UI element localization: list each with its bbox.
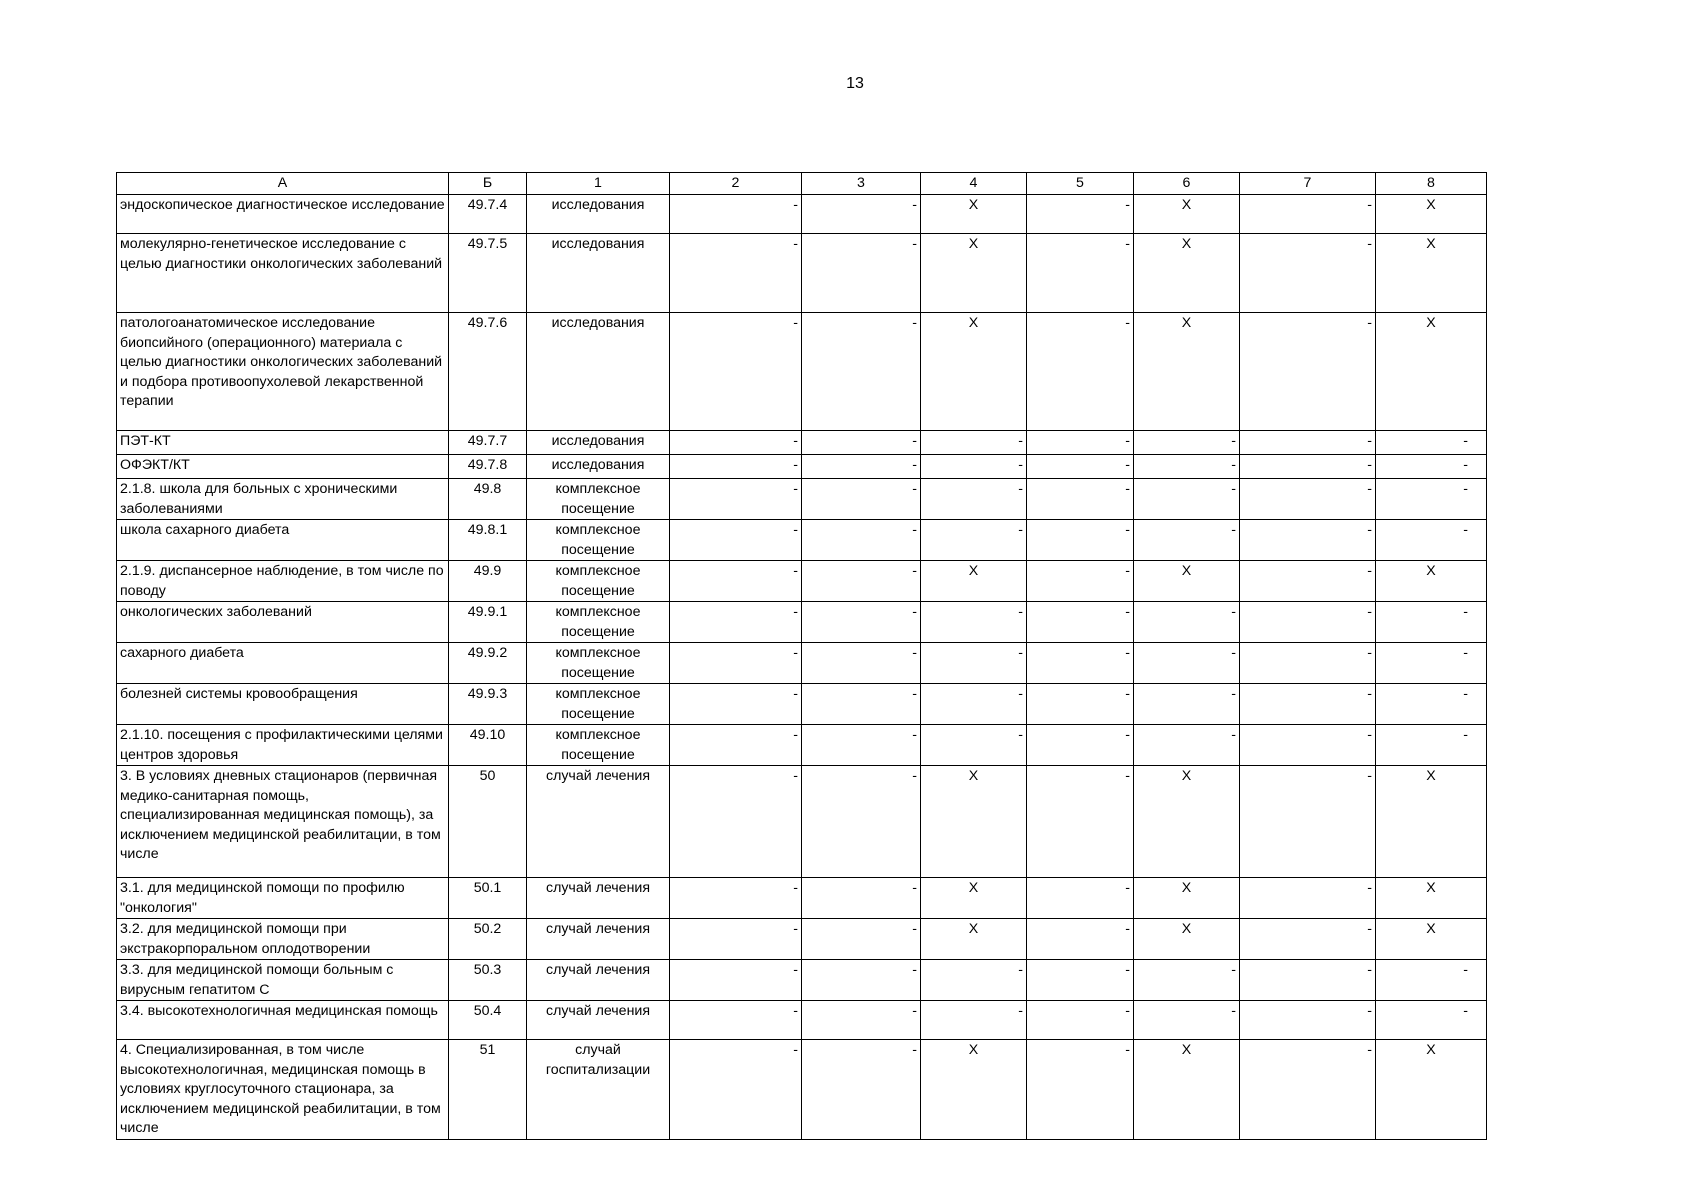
row-name-cell: 3.4. высокотехнологичная медицинская помощь — [117, 1001, 449, 1040]
table-row — [117, 431, 1487, 455]
row-value-cell: - — [1240, 479, 1376, 520]
row-value-cell: - — [1376, 479, 1487, 520]
row-value-cell: - — [670, 684, 802, 725]
row-value-cell: - — [1027, 766, 1134, 878]
row-value-cell: Х — [1134, 878, 1240, 919]
row-value-cell: - — [1027, 1001, 1134, 1040]
table-row — [117, 313, 1487, 431]
table-row — [117, 1040, 1487, 1140]
row-value-cell: - — [1027, 520, 1134, 561]
row-value-cell: - — [1027, 1040, 1134, 1140]
row-value-cell: - — [670, 919, 802, 960]
table-row — [117, 520, 1487, 561]
row-code-cell: 50.4 — [449, 1001, 527, 1040]
row-value-cell: - — [921, 725, 1027, 766]
table-row — [117, 684, 1487, 725]
row-value-cell: - — [670, 195, 802, 234]
row-name-cell: школа сахарного диабета — [117, 520, 449, 561]
row-value-cell: - — [1240, 725, 1376, 766]
row-value-cell: - — [921, 960, 1027, 1001]
row-value-cell: - — [1134, 684, 1240, 725]
row-value-cell: Х — [1134, 195, 1240, 234]
row-name-cell: 2.1.8. школа для больных с хроническими заболеваниями — [117, 479, 449, 520]
row-value-cell: - — [1027, 602, 1134, 643]
row-name-cell: сахарного диабета — [117, 643, 449, 684]
row-unit-cell: комплексное посещение — [527, 602, 670, 643]
row-value-cell: - — [1027, 195, 1134, 234]
row-name-cell: 4. Специализированная, в том числе высокотехнологичная, медицинская помощь в условиях круглосуточного стационара, за исключением медицинской реабилитации, в том числе — [117, 1040, 449, 1140]
row-value-cell: - — [1240, 455, 1376, 479]
row-value-cell: - — [1027, 684, 1134, 725]
row-unit-cell: случай лечения — [527, 766, 670, 878]
row-value-cell: - — [1376, 455, 1487, 479]
row-value-cell: - — [1240, 602, 1376, 643]
row-value-cell: - — [1027, 878, 1134, 919]
data-table — [116, 172, 1487, 1140]
row-value-cell: - — [802, 766, 921, 878]
row-value-cell: - — [1240, 195, 1376, 234]
row-value-cell: - — [670, 878, 802, 919]
row-value-cell: - — [1027, 561, 1134, 602]
table-row — [117, 561, 1487, 602]
table-row — [117, 234, 1487, 313]
row-value-cell: - — [670, 561, 802, 602]
row-code-cell: 49.10 — [449, 725, 527, 766]
row-value-cell: Х — [1376, 878, 1487, 919]
row-value-cell: - — [921, 684, 1027, 725]
row-code-cell: 49.7.5 — [449, 234, 527, 313]
row-value-cell: - — [1134, 960, 1240, 1001]
row-value-cell: - — [670, 234, 802, 313]
row-value-cell: - — [670, 766, 802, 878]
table-row — [117, 960, 1487, 1001]
row-value-cell: Х — [1134, 313, 1240, 431]
row-value-cell: - — [802, 684, 921, 725]
row-value-cell: - — [1134, 520, 1240, 561]
row-code-cell: 49.9.2 — [449, 643, 527, 684]
row-unit-cell: исследования — [527, 313, 670, 431]
row-unit-cell: исследования — [527, 455, 670, 479]
row-unit-cell: комплексное посещение — [527, 684, 670, 725]
row-unit-cell: случай лечения — [527, 1001, 670, 1040]
row-value-cell: - — [1027, 919, 1134, 960]
column-header: 3 — [802, 173, 921, 195]
column-header: А — [117, 173, 449, 195]
row-value-cell: - — [921, 1001, 1027, 1040]
row-name-cell: онкологических заболеваний — [117, 602, 449, 643]
column-header: Б — [449, 173, 527, 195]
table-row — [117, 878, 1487, 919]
row-value-cell: Х — [1134, 766, 1240, 878]
row-code-cell: 49.9.3 — [449, 684, 527, 725]
row-value-cell: - — [1134, 431, 1240, 455]
row-name-cell: 3. В условиях дневных стационаров (первичная медико-санитарная помощь, специализированная медицинская помощь), за исключением медицинской реабилитации, в том числе — [117, 766, 449, 878]
row-value-cell: Х — [1376, 234, 1487, 313]
row-unit-cell: случай лечения — [527, 919, 670, 960]
row-value-cell: - — [921, 431, 1027, 455]
row-unit-cell: исследования — [527, 431, 670, 455]
row-value-cell: - — [921, 643, 1027, 684]
row-value-cell: - — [670, 313, 802, 431]
row-value-cell: - — [1134, 479, 1240, 520]
row-unit-cell: случай госпитализации — [527, 1040, 670, 1140]
row-code-cell: 50 — [449, 766, 527, 878]
table-row — [117, 725, 1487, 766]
row-value-cell: - — [1376, 725, 1487, 766]
row-code-cell: 49.9.1 — [449, 602, 527, 643]
row-value-cell: - — [921, 479, 1027, 520]
row-name-cell: молекулярно-генетическое исследование с целью диагностики онкологических заболеваний — [117, 234, 449, 313]
row-value-cell: Х — [1376, 919, 1487, 960]
row-value-cell: - — [1376, 643, 1487, 684]
row-value-cell: - — [1376, 684, 1487, 725]
row-value-cell: - — [670, 1040, 802, 1140]
row-value-cell: - — [1240, 1001, 1376, 1040]
table-row — [117, 919, 1487, 960]
row-value-cell: Х — [1134, 561, 1240, 602]
row-name-cell: 3.1. для медицинской помощи по профилю "онкология" — [117, 878, 449, 919]
column-header: 1 — [527, 173, 670, 195]
row-code-cell: 49.8 — [449, 479, 527, 520]
row-value-cell: - — [1134, 1001, 1240, 1040]
row-value-cell: - — [802, 234, 921, 313]
row-value-cell: - — [802, 520, 921, 561]
row-value-cell: - — [1240, 1040, 1376, 1140]
row-name-cell: патологоанатомическое исследование биопсийного (операционного) материала с целью диагностики онкологических заболеваний и подбора противоопухолевой лекарственной терапии — [117, 313, 449, 431]
row-unit-cell: исследования — [527, 195, 670, 234]
row-code-cell: 50.3 — [449, 960, 527, 1001]
row-value-cell: Х — [1376, 1040, 1487, 1140]
row-value-cell: - — [670, 431, 802, 455]
page-number: 13 — [846, 75, 864, 92]
row-value-cell: - — [670, 479, 802, 520]
row-code-cell: 51 — [449, 1040, 527, 1140]
row-value-cell: Х — [921, 313, 1027, 431]
row-value-cell: Х — [921, 1040, 1027, 1140]
row-value-cell: - — [921, 602, 1027, 643]
row-value-cell: - — [1240, 520, 1376, 561]
row-code-cell: 49.9 — [449, 561, 527, 602]
row-unit-cell: комплексное посещение — [527, 725, 670, 766]
table-row — [117, 766, 1487, 878]
row-unit-cell: случай лечения — [527, 960, 670, 1001]
row-code-cell: 49.8.1 — [449, 520, 527, 561]
row-value-cell: - — [1134, 455, 1240, 479]
row-value-cell: - — [802, 455, 921, 479]
row-name-cell: эндоскопическое диагностическое исследование — [117, 195, 449, 234]
column-header: 8 — [1376, 173, 1487, 195]
row-value-cell: Х — [921, 766, 1027, 878]
table-row — [117, 455, 1487, 479]
row-value-cell: - — [1376, 1001, 1487, 1040]
row-value-cell: - — [1240, 431, 1376, 455]
row-value-cell: Х — [921, 195, 1027, 234]
row-unit-cell: комплексное посещение — [527, 479, 670, 520]
row-name-cell: ОФЭКТ/КТ — [117, 455, 449, 479]
row-value-cell: Х — [921, 878, 1027, 919]
row-value-cell: - — [1376, 960, 1487, 1001]
table-row — [117, 643, 1487, 684]
row-value-cell: Х — [1134, 234, 1240, 313]
row-name-cell: ПЭТ-КТ — [117, 431, 449, 455]
row-value-cell: - — [1027, 643, 1134, 684]
row-value-cell: - — [802, 725, 921, 766]
table-row — [117, 195, 1487, 234]
row-value-cell: - — [1240, 766, 1376, 878]
column-header: 6 — [1134, 173, 1240, 195]
row-code-cell: 49.7.6 — [449, 313, 527, 431]
row-value-cell: - — [670, 960, 802, 1001]
table-header-row — [117, 173, 1487, 195]
row-value-cell: - — [670, 643, 802, 684]
row-value-cell: - — [1027, 234, 1134, 313]
row-value-cell: - — [1240, 919, 1376, 960]
row-value-cell: - — [1027, 455, 1134, 479]
row-code-cell: 49.7.7 — [449, 431, 527, 455]
row-value-cell: Х — [1376, 313, 1487, 431]
table-row — [117, 1001, 1487, 1040]
row-value-cell: - — [802, 1040, 921, 1140]
column-header: 2 — [670, 173, 802, 195]
row-name-cell: болезней системы кровообращения — [117, 684, 449, 725]
row-value-cell: - — [1134, 725, 1240, 766]
column-header: 5 — [1027, 173, 1134, 195]
row-value-cell: Х — [1134, 919, 1240, 960]
row-value-cell: - — [802, 919, 921, 960]
row-value-cell: Х — [921, 234, 1027, 313]
row-unit-cell: комплексное посещение — [527, 561, 670, 602]
row-value-cell: - — [1240, 960, 1376, 1001]
row-unit-cell: случай лечения — [527, 878, 670, 919]
row-value-cell: - — [670, 455, 802, 479]
column-header: 7 — [1240, 173, 1376, 195]
row-value-cell: - — [1134, 602, 1240, 643]
row-value-cell: - — [1027, 960, 1134, 1001]
row-value-cell: - — [1240, 313, 1376, 431]
row-code-cell: 50.1 — [449, 878, 527, 919]
row-value-cell: - — [1240, 684, 1376, 725]
row-value-cell: - — [1027, 313, 1134, 431]
row-value-cell: - — [1240, 878, 1376, 919]
row-value-cell: Х — [921, 561, 1027, 602]
row-value-cell: - — [802, 878, 921, 919]
row-value-cell: Х — [1376, 195, 1487, 234]
row-value-cell: - — [802, 960, 921, 1001]
row-value-cell: - — [802, 1001, 921, 1040]
row-value-cell: - — [670, 1001, 802, 1040]
row-value-cell: Х — [921, 919, 1027, 960]
row-value-cell: - — [921, 455, 1027, 479]
row-code-cell: 50.2 — [449, 919, 527, 960]
row-code-cell: 49.7.4 — [449, 195, 527, 234]
row-value-cell: - — [921, 520, 1027, 561]
row-value-cell: - — [1240, 561, 1376, 602]
row-unit-cell: комплексное посещение — [527, 643, 670, 684]
row-unit-cell: исследования — [527, 234, 670, 313]
row-value-cell: - — [802, 602, 921, 643]
table-row — [117, 602, 1487, 643]
row-name-cell: 2.1.9. диспансерное наблюдение, в том числе по поводу — [117, 561, 449, 602]
row-value-cell: - — [1240, 643, 1376, 684]
row-unit-cell: комплексное посещение — [527, 520, 670, 561]
row-value-cell: - — [802, 313, 921, 431]
row-value-cell: Х — [1134, 1040, 1240, 1140]
column-header: 4 — [921, 173, 1027, 195]
row-value-cell: - — [1240, 234, 1376, 313]
row-value-cell: - — [670, 520, 802, 561]
row-value-cell: - — [802, 479, 921, 520]
row-code-cell: 49.7.8 — [449, 455, 527, 479]
row-value-cell: - — [1376, 520, 1487, 561]
row-name-cell: 3.2. для медицинской помощи при экстракорпоральном оплодотворении — [117, 919, 449, 960]
row-value-cell: - — [802, 643, 921, 684]
row-name-cell: 3.3. для медицинской помощи больным с вирусным гепатитом С — [117, 960, 449, 1001]
row-name-cell: 2.1.10. посещения с профилактическими целями центров здоровья — [117, 725, 449, 766]
row-value-cell: - — [802, 561, 921, 602]
row-value-cell: - — [802, 431, 921, 455]
row-value-cell: - — [1027, 479, 1134, 520]
row-value-cell: - — [1376, 431, 1487, 455]
row-value-cell: - — [670, 602, 802, 643]
row-value-cell: Х — [1376, 766, 1487, 878]
row-value-cell: - — [1027, 431, 1134, 455]
row-value-cell: - — [1134, 643, 1240, 684]
row-value-cell: - — [670, 725, 802, 766]
row-value-cell: - — [1376, 602, 1487, 643]
row-value-cell: - — [802, 195, 921, 234]
table-row — [117, 479, 1487, 520]
row-value-cell: Х — [1376, 561, 1487, 602]
row-value-cell: - — [1027, 725, 1134, 766]
